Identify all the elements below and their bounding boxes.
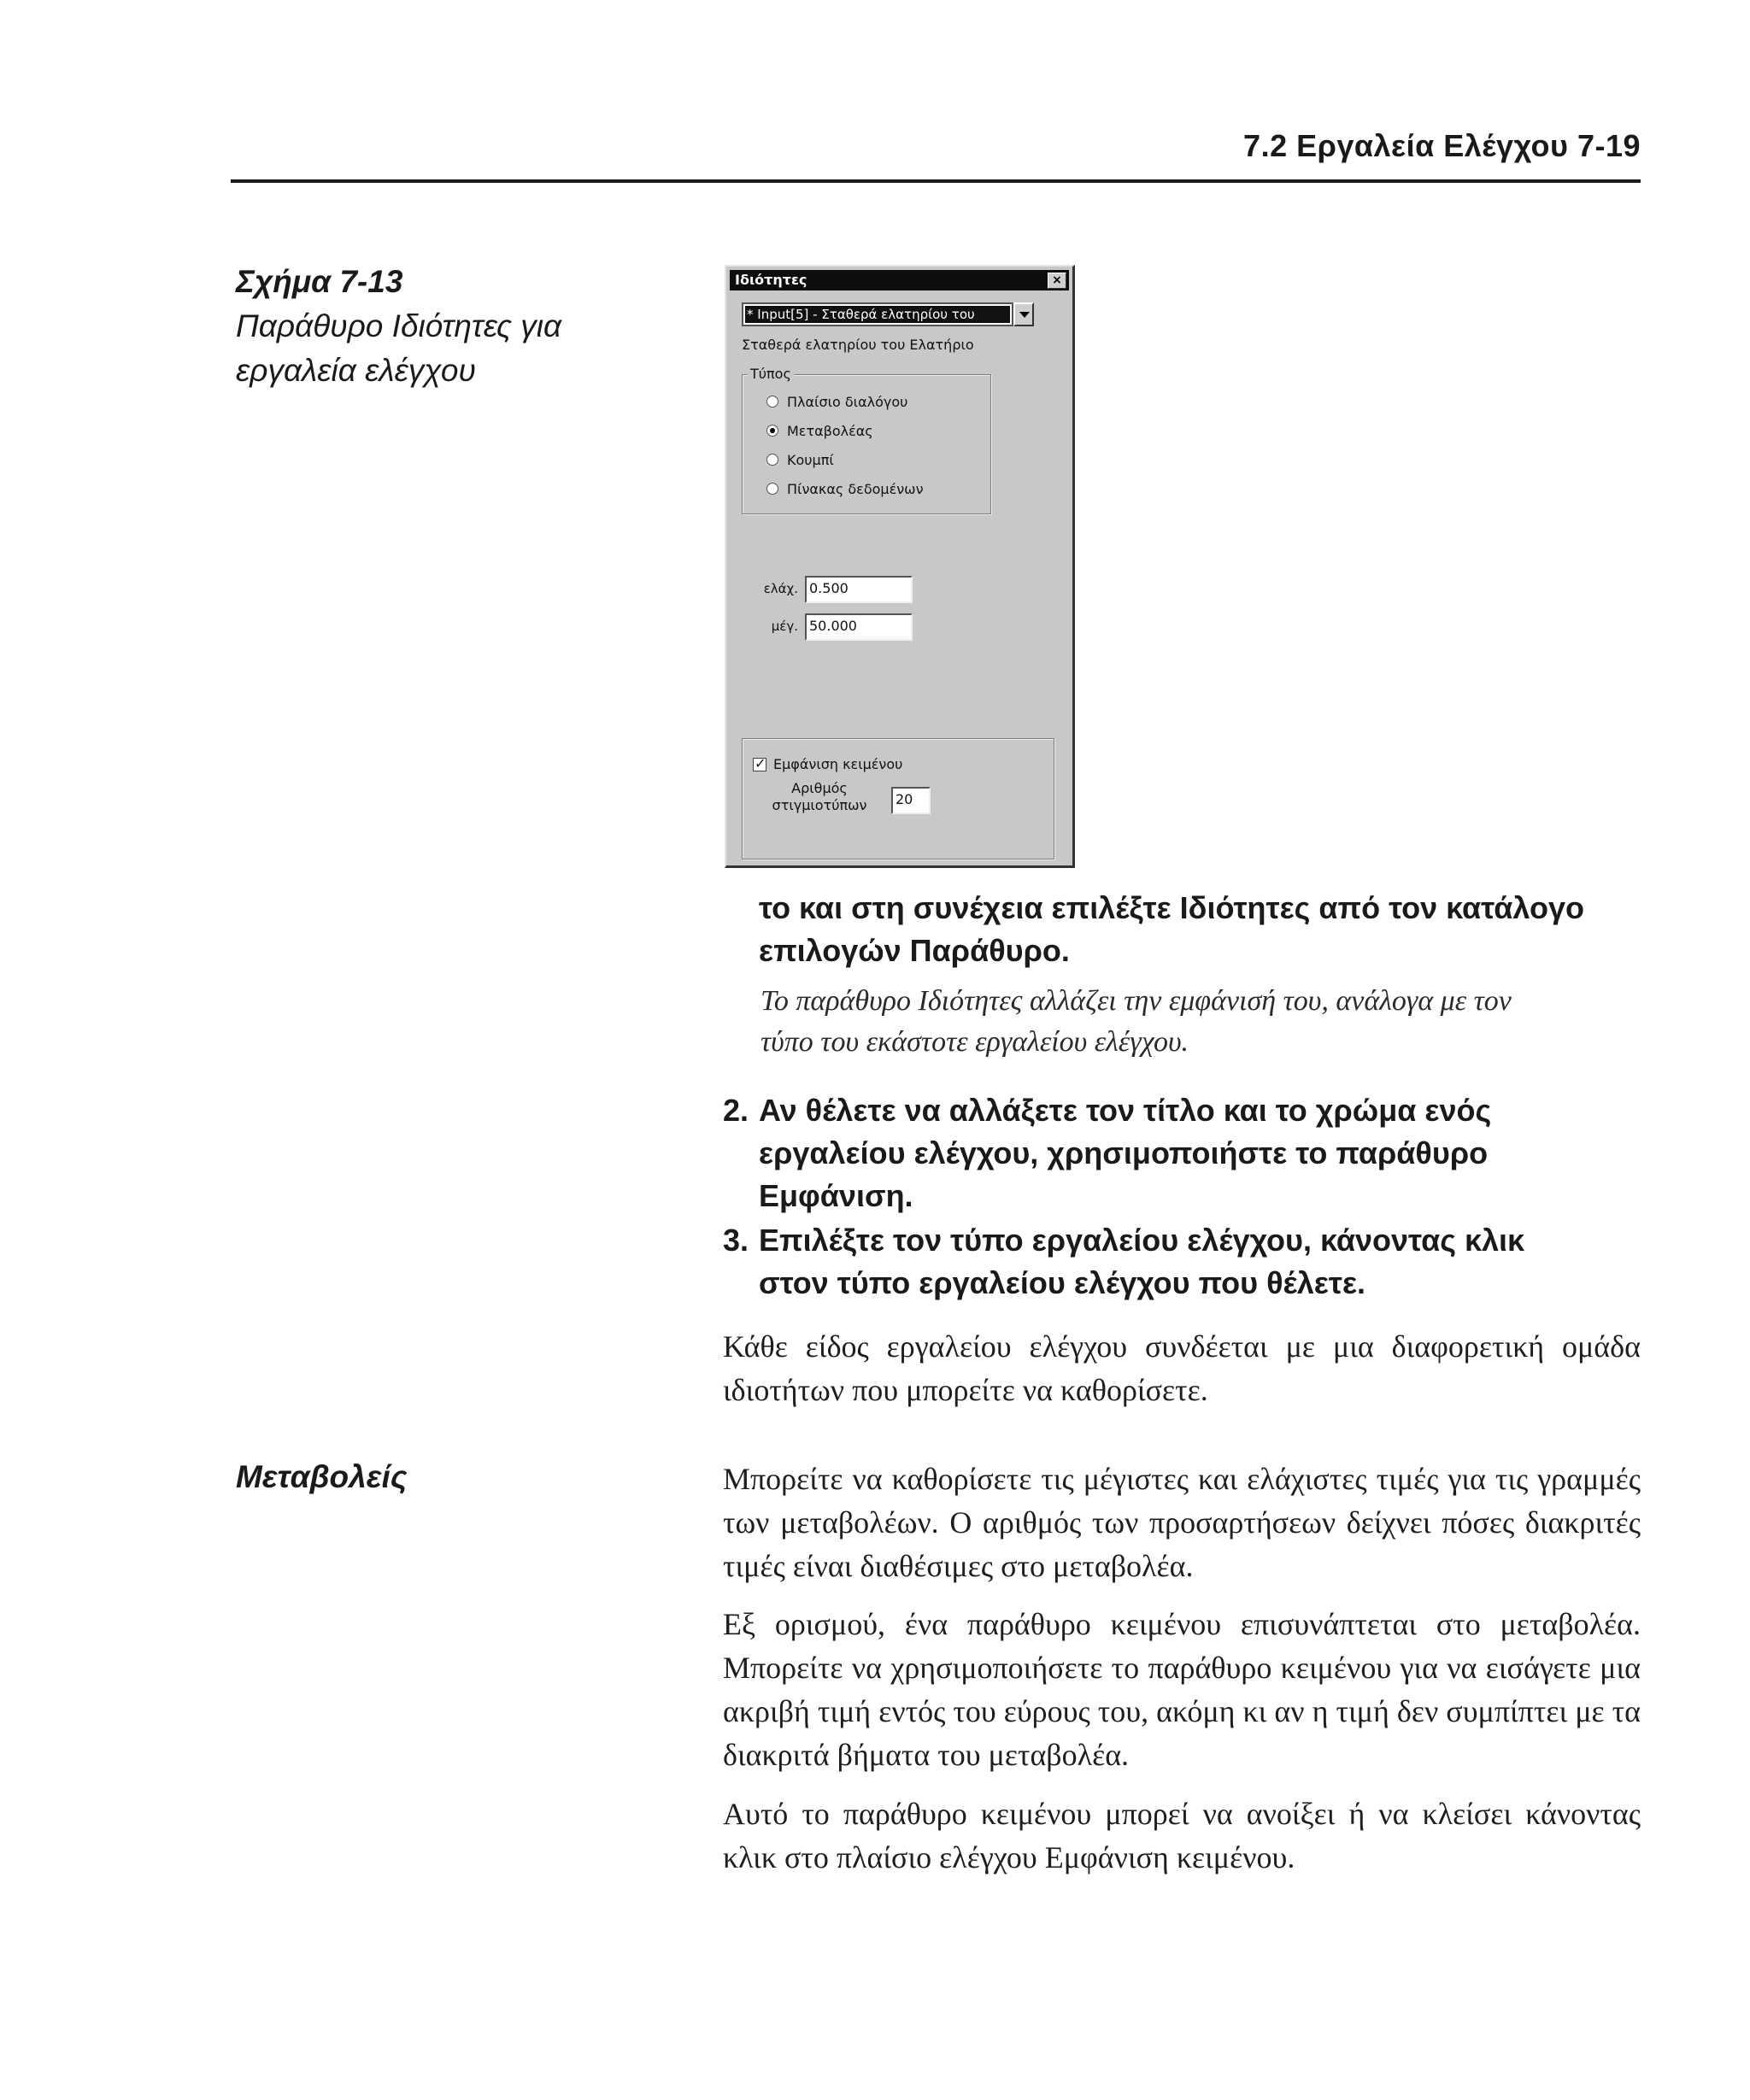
step-3: [723, 1219, 1646, 1313]
step-line: στον τύπο εργαλείου ελέγχου που θέλετε.: [759, 1265, 1366, 1300]
step-line: το και στη συνέχεια επιλέξτε Ιδιότητες από τον κατάλογο: [759, 890, 1584, 925]
step-text: [759, 1089, 1491, 1217]
chevron-down-icon: [1019, 312, 1030, 318]
type-group: [742, 366, 991, 514]
properties-dialog: [725, 265, 1075, 868]
step1-continuation: [759, 887, 1647, 972]
page-header: [231, 128, 1641, 183]
element-select[interactable]: [742, 302, 1013, 326]
step-line: Εμφάνιση.: [759, 1178, 913, 1213]
paragraph: Αυτό το παράθυρο κειμένου μπορεί να ανοίξει ή να κλείσει κάνοντας κλικ στο πλαίσιο ελέγχου Εμφάνιση κειμένου.: [723, 1797, 1641, 1874]
step-2: [723, 1089, 1646, 1226]
radio-icon: [766, 396, 778, 408]
text-display-group: [742, 738, 1054, 859]
show-text-checkbox[interactable]: [753, 755, 766, 771]
count-label-line: Αριθμός: [791, 780, 848, 796]
note-line: τύπο του εκάστοτε εργαλείου ελέγχου.: [760, 1026, 1189, 1058]
step-line: εργαλείου ελέγχου, χρησιμοποιήστε το παράθυρο: [759, 1135, 1489, 1170]
note-text: [760, 981, 1641, 1063]
section-heading: Μεταβολείς: [236, 1459, 408, 1494]
radio-selected-icon: [766, 425, 778, 437]
element-select-value: * Input[5] - Σταθερά ελατηρίου του: [745, 306, 1010, 323]
step-line: Αν θέλετε να αλλάξετε τον τίτλο και το χρώμα ενός: [759, 1093, 1492, 1128]
element-description: Σταθερά ελατηρίου του Ελατήριο: [742, 337, 974, 353]
radio-label: Πλαίσιο διαλόγου: [787, 394, 908, 410]
count-label-line: στιγμιοτύπων: [772, 797, 867, 813]
dropdown-button[interactable]: [1013, 302, 1034, 326]
dialog-titlebar[interactable]: [730, 270, 1069, 290]
radio-label: Πίνακας δεδομένων: [787, 481, 924, 497]
min-label: ελάχ.: [763, 581, 798, 596]
radio-icon: [766, 483, 778, 495]
count-input[interactable]: 20: [891, 787, 931, 814]
figure-caption-line: εργαλεία ελέγχου: [236, 353, 476, 388]
step-line: επιλογών Παράθυρο.: [759, 933, 1070, 968]
header-title: 7.2 Εργαλεία Ελέγχου 7-19: [1243, 128, 1641, 163]
note-line: Το παράθυρο Ιδιότητες αλλάζει την εμφάνισή του, ανάλογα με τον: [760, 985, 1512, 1017]
paragraph: Μπορείτε να καθορίσετε τις μέγιστες και ελάχιστες τιμές για τις γραμμές των μεταβολέων. Ο αριθμός των προσαρτήσεων δείχνει πόσες διακριτές τιμές είναι διαθέσιμες στο μεταβολέα.: [723, 1462, 1641, 1583]
figure-label: Σχήμα 7-13: [236, 264, 403, 299]
count-label: [760, 780, 879, 814]
type-group-legend: Τύπος: [748, 366, 794, 382]
show-text-label: Εμφάνιση κειμένου: [773, 756, 903, 772]
max-input[interactable]: 50.000: [805, 613, 913, 641]
paragraph: Κάθε είδος εργαλείου ελέγχου συνδέεται με μια διαφορετική ομάδα ιδιοτήτων που μπορείτε να καθορίσετε.: [723, 1329, 1641, 1407]
checkmark-icon: ✓: [755, 755, 766, 771]
step-line: Επιλέξτε τον τύπο εργαλείου ελέγχου, κάνοντας κλικ: [759, 1223, 1525, 1258]
step-number: 3.: [723, 1223, 749, 1258]
paragraph: Εξ ορισμού, ένα παράθυρο κειμένου επισυνάπτεται στο μεταβολέα. Μπορείτε να χρησιμοποιήσετε το παράθυρο κειμένου για να εισάγετε μια ακριβή τιμή εντός του εύρους του, ακόμη κι αν η τιμή δεν συμπίπτει με τα διακριτά βήματα του μεταβολέα.: [723, 1607, 1641, 1772]
radio-label: Κουμπί: [787, 452, 834, 468]
radio-icon: [766, 454, 778, 466]
radio-label: Μεταβολέας: [787, 423, 873, 439]
close-icon: ×: [1052, 273, 1062, 287]
figure-caption-line: Παράθυρο Ιδιότητες για: [236, 308, 562, 343]
step-number: 2.: [723, 1093, 749, 1128]
min-input[interactable]: 0.500: [805, 576, 913, 603]
close-button[interactable]: [1048, 273, 1066, 289]
dialog-title: Ιδιότητες: [735, 272, 807, 288]
figure-caption: [236, 260, 680, 393]
step-text: [759, 1219, 1524, 1305]
max-label: μέγ.: [771, 619, 798, 634]
